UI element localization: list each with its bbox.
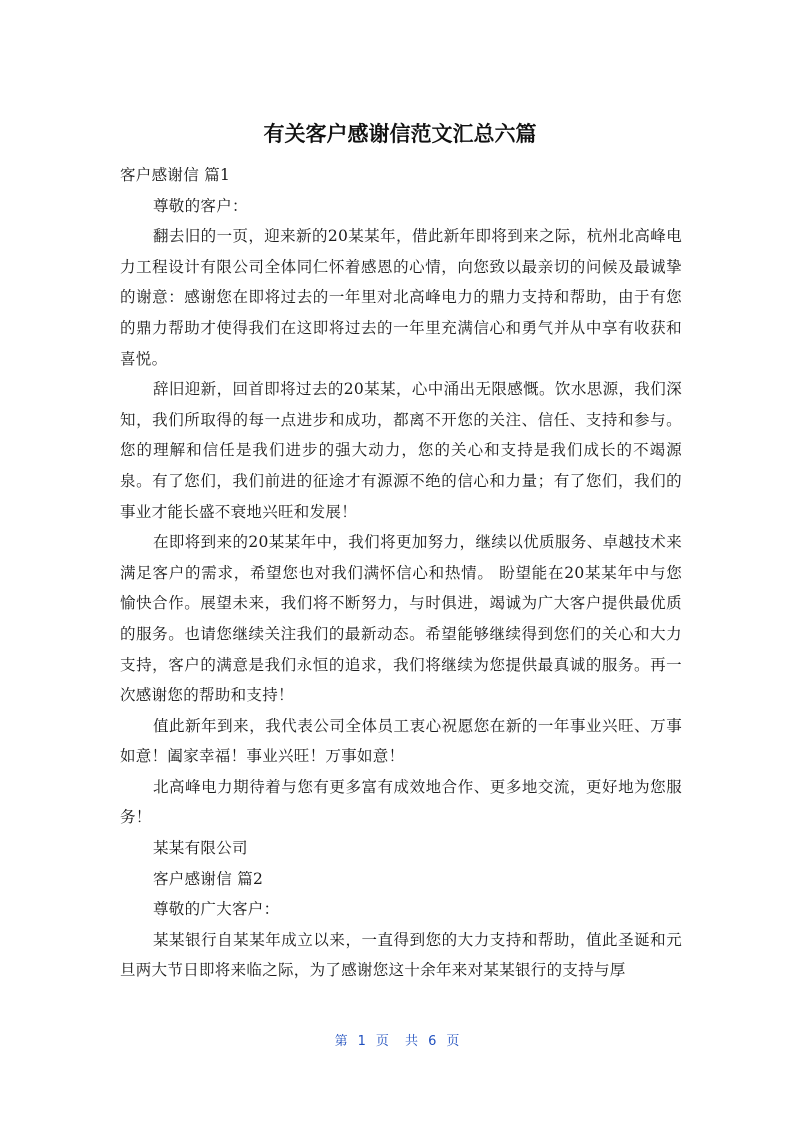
footer-label-page: 第 <box>334 1034 354 1049</box>
body-paragraph: 辞旧迎新，回首即将过去的20某某，心中涌出无限感慨。饮水思源，我们深知，我们所取得的每一点进步和成功，都离不开您的关注、信任、支持和参与。您的理解和信任是我们进步的强大动力，您的关心和支持是我们成长的不竭源泉。有了您们，我们前进的征途才有源源不绝的信心和力量；有了您们，我们的事业才能长盛不衰地兴旺和发展！ <box>120 380 682 521</box>
section-heading: 客户感谢信 篇1 <box>120 166 231 184</box>
footer-label-of: 页 共 <box>375 1034 425 1049</box>
footer-label-pages: 页 <box>446 1034 466 1049</box>
footer-current-page: 1 <box>357 1034 372 1049</box>
body-paragraph: 值此新年到来，我代表公司全体员工衷心祝愿您在新的一年事业兴旺、万事如意！阖家幸福！事业兴旺！万事如意！ <box>120 716 682 766</box>
body-paragraph: 某某银行自某某年成立以来，一直得到您的大力支持和帮助，值此圣诞和元旦两大节日即将来临之际，为了感谢您这十余年来对某某银行的支持与厚 <box>120 930 682 980</box>
document-body <box>120 160 682 986</box>
signature: 某某有限公司 <box>153 839 248 858</box>
body-paragraph: 北高峰电力期待着与您有更多富有成效地合作、更多地交流，更好地为您服务！ <box>120 777 682 827</box>
salutation: 尊敬的广大客户： <box>153 900 280 919</box>
document-title: 有关客户感谢信范文汇总六篇 <box>263 122 537 146</box>
page-footer <box>0 1030 800 1049</box>
body-paragraph: 在即将到来的20某某年中，我们将更加努力，继续以优质服务、卓越技术来满足客户的需求，希望您也对我们满怀信心和热情。 盼望能在20某某年中与您愉快合作。展望未来，我们将不断努力，与时俱进，竭诚为广大客户提供最优质的服务。也请您继续关注我们的最新动态。希望能够继续得到您们的关心和大力支持，客户的满意是我们永恒的追求，我们将继续为您提供最真诚的服务。再一次感谢您的帮助和支持！ <box>120 533 682 705</box>
salutation: 尊敬的客户： <box>153 196 248 215</box>
footer-total-pages: 6 <box>428 1034 443 1049</box>
body-paragraph: 翻去旧的一页，迎来新的20某某年，借此新年即将到来之际，杭州北高峰电力工程设计有限公司全体同仁怀着感恩的心情，向您致以最亲切的问候及最诚挚的谢意：感谢您在即将过去的一年里对北高峰电力的鼎力支持和帮助，由于有您的鼎力帮助才使得我们在这即将过去的一年里充满信心和勇气并从中享有收获和喜悦。 <box>120 227 682 368</box>
section-heading: 客户感谢信 篇2 <box>153 869 264 888</box>
